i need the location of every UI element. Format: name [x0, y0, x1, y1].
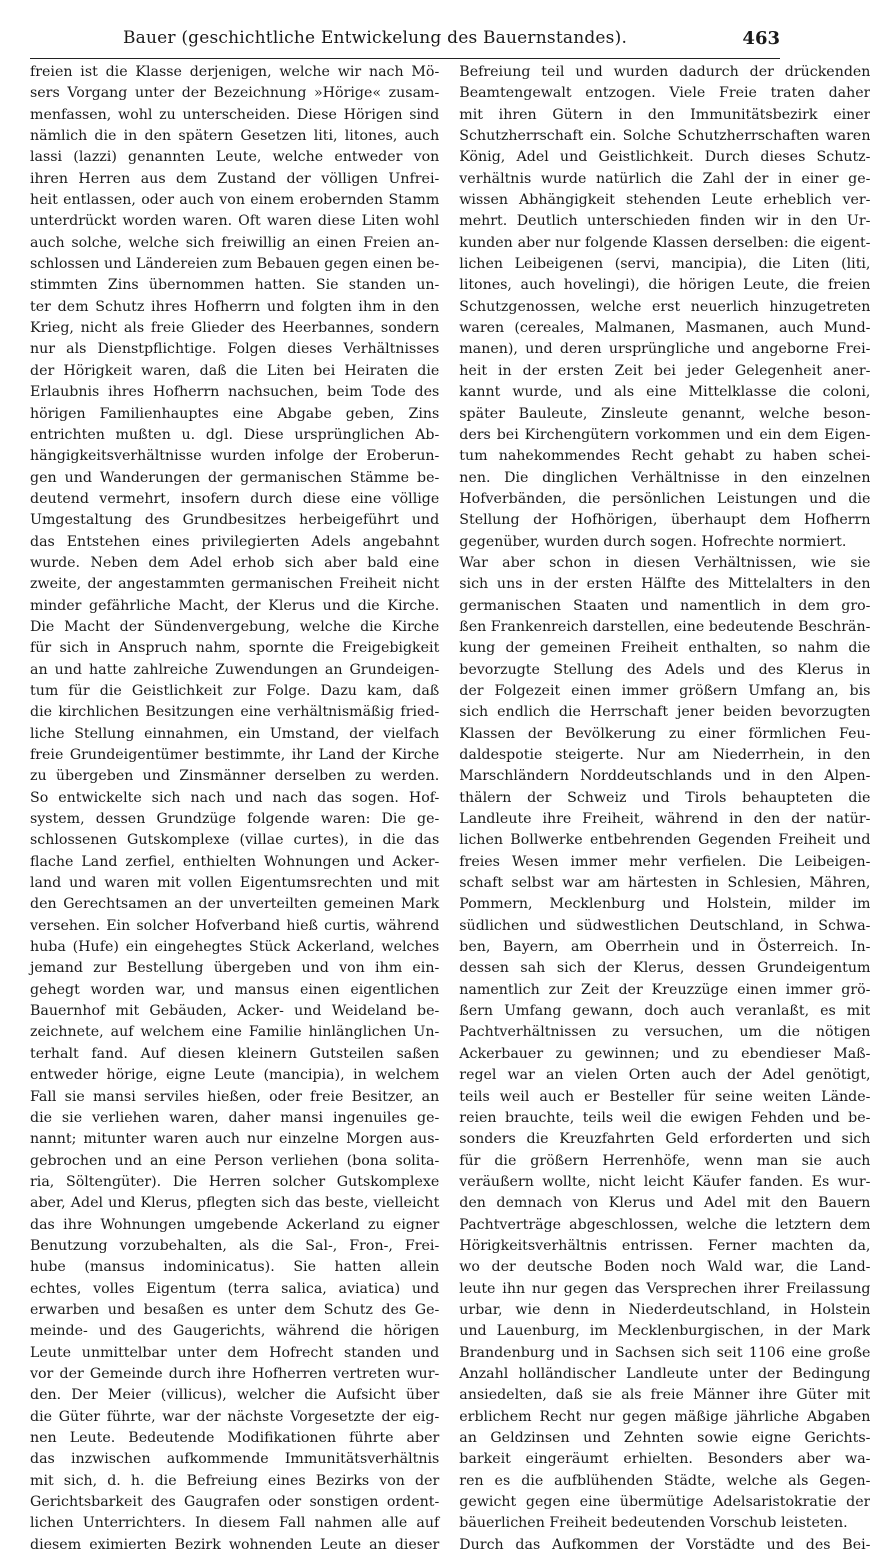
text-line: vor der Gemeinde durch ihre Hofherren vertreten wur- — [30, 1365, 440, 1382]
text-line: nen Leute. Bedeutende Modifikationen führte aber — [30, 1430, 440, 1446]
text-line: daldespotie steigerte. Nur am Niederrhein, in den — [459, 747, 870, 763]
text-line: nur als Dienstpflichtige. Folgen dieses Verhältnisses — [30, 341, 440, 358]
text-line: den. Der Meier (villicus), welcher die Aufsicht über — [30, 1387, 440, 1404]
text-line: wurde. Neben dem Adel erhob sich aber bald eine — [30, 554, 440, 571]
text-line: thälern der Schweiz und Tirols behaupteten die — [459, 789, 870, 806]
text-line: bäuerlichen Freiheit bedeutenden Vorschub leisteten. — [459, 1515, 848, 1532]
text-line: später Bauleute, Zinsleute genannt, welche beson- — [459, 405, 870, 422]
right-column — [459, 62, 870, 1553]
text-line: Bauernhof mit Gebäuden, Acker- und Weideland be- — [30, 1003, 440, 1020]
text-line: König, Adel und Geistlichkeit. Durch dieses Schutz- — [459, 149, 870, 166]
text-line: Schutzgenossen, welche erst neuerlich hinzugetreten — [459, 298, 870, 315]
text-line: meinde- und des Gaugerichts, während die hörigen — [30, 1323, 440, 1340]
text-line: So entwickelte sich nach und nach das sogen. Hof- — [30, 789, 440, 806]
text-line: erblichem Recht nur gegen mäßige jährliche Abgaben — [459, 1408, 870, 1425]
text-line: den demnach von Klerus und Adel mit den Bauern — [459, 1195, 870, 1212]
text-line: mit sich, d. h. die Befreiung eines Bezirks von der — [30, 1472, 440, 1489]
text-line: heit entlassen, oder auch von einem erobernden Stamm — [30, 192, 440, 209]
text-line: zeichnete, auf welchem eine Familie hinlänglichen Un- — [30, 1024, 440, 1041]
text-line: terhalt fand. Auf diesen kleinern Gutsteilen saßen — [30, 1045, 440, 1062]
text-line: das ihre Wohnungen umgebende Ackerland zu eigner — [30, 1216, 440, 1233]
text-line: minder gefährliche Macht, der Klerus und die Kirche. — [30, 597, 440, 614]
text-line: für die größern Herrenhöfe, wenn man sie auch — [459, 1152, 870, 1169]
text-line: kannt wurde, und als eine Mittelklasse die coloni, — [459, 384, 870, 401]
text-line: die kirchlichen Besitzungen eine verhältnismäßig fried- — [30, 704, 440, 721]
text-line: Brandenburg und in Sachsen sich seit 1106 eine große — [459, 1344, 870, 1361]
text-line: Stellung der Hofhörigen, überhaupt dem Hofherrn — [459, 512, 870, 529]
text-line: namentlich zur Zeit der Kreuzzüge einen immer grö- — [459, 981, 870, 998]
text-line: lichen Bollwerke entbehrenden Gegenden Freiheit und — [459, 832, 870, 849]
text-line: huba (Hufe) ein eingehegtes Stück Ackerland, welches — [30, 939, 440, 956]
text-line: liche Stellung einnahmen, ein Umstand, der vielfach — [30, 725, 440, 742]
text-line: ihren Herren aus dem Zustand der völligen Unfrei- — [30, 170, 440, 187]
text-line: freies Wesen immer mehr verfielen. Die Leibeigen- — [459, 853, 870, 870]
text-line: Pachtverhältnissen zu versuchen, um die nötigen — [459, 1024, 870, 1041]
text-line: den Gerechtsamen an der unverteilten gemeinen Mark — [30, 896, 440, 913]
text-line: wo der deutsche Boden noch Wald war, die Land- — [459, 1259, 870, 1276]
text-line: Landleute ihre Freiheit, während in den der natür- — [459, 811, 870, 828]
text-line: aber, Adel und Klerus, pflegten sich das beste, vielleicht — [30, 1195, 440, 1212]
text-line: Anzahl holländischer Landleute unter der Bedingung — [459, 1365, 870, 1382]
text-line: tum nahekommendes Recht gehabt zu haben schei- — [459, 448, 870, 465]
text-line: ansiedelten, daß sie als freie Männer ihre Güter mit — [459, 1387, 870, 1404]
text-line: regel war an vielen Orten auch der Adel genötigt, — [459, 1067, 870, 1084]
text-line: Beamtengewalt entzogen. Viele Freie traten daher — [459, 85, 870, 102]
text-line: die sie verliehen waren, daher mansi ingenuiles ge- — [30, 1109, 440, 1126]
text-line: freie Grundeigentümer bestimmte, ihr Land der Kirche — [30, 747, 440, 763]
text-line: ßern Umfang gewann, doch auch veranlaßt, es mit — [459, 1003, 870, 1020]
text-line: versehen. Ein solcher Hofverband hieß curtis, während — [30, 917, 440, 934]
text-line: nannt; mitunter waren auch nur einzelne Morgen aus- — [30, 1131, 440, 1148]
running-head: Bauer (geschichtliche Entwickelung des Bauernstandes). — [122, 28, 628, 48]
text-line: Hörigkeitsverhältnis entrissen. Ferner machten da, — [459, 1237, 870, 1254]
left-column — [30, 62, 440, 1553]
text-line: tum für die Geistlichkeit zur Folge. Dazu kam, daß — [30, 682, 440, 699]
text-line: gewicht gegen eine übermütige Adelsaristokratie der — [459, 1494, 870, 1511]
text-line: entweder hörige, eigne Leute (mancipia), in welchem — [30, 1067, 440, 1084]
text-line: Schutzherrschaft ein. Solche Schutzherrschaften waren — [459, 128, 870, 145]
text-line: system, dessen Grundzüge folgende waren: Die ge- — [30, 811, 440, 828]
text-line: zu übergeben und Zinsmänner derselben zu werden. — [30, 768, 440, 785]
text-line: jemand zur Bestellung übergeben und von ihm ein- — [30, 960, 440, 977]
text-line: kung der gemeinen Freiheit enthalten, so nahm die — [459, 640, 870, 657]
text-line: an Geldzinsen und Zehnten sowie eigne Gerichts- — [459, 1430, 870, 1446]
text-line: hörigen Familienhauptes eine Abgabe geben, Zins — [30, 405, 440, 422]
text-line: ben, Bayern, am Oberrhein und in Österreich. In- — [459, 939, 870, 956]
text-line: waren (cereales, Malmanen, Masmanen, auch Mund- — [459, 320, 870, 337]
text-line: lichen Leibeigenen (servi, mancipia), die Liten (liti, — [459, 256, 870, 273]
text-line: Leute unmittelbar unter dem Hofrecht standen und — [30, 1344, 440, 1361]
text-line: hube (mansus indominicatus). Sie hatten allein — [30, 1259, 440, 1276]
text-line: wissen Abhängigkeit stehenden Leute erheblich ver- — [459, 192, 870, 209]
text-line: stimmten Zins übernommen hatten. Sie standen un- — [30, 277, 440, 294]
text-line: verhältnis wurde natürlich die Zahl der in einer ge- — [459, 170, 870, 187]
text-line: Befreiung teil und wurden dadurch der drückenden — [459, 64, 870, 80]
text-line: das inzwischen aufkommende Immunitätsverhältnis — [30, 1451, 440, 1468]
text-line: heit in der ersten Zeit bei jeder Gelegenheit aner- — [459, 362, 870, 379]
text-line: flache Land zerfiel, enthielten Wohnungen und Acker- — [30, 853, 440, 870]
text-line: kunden aber nur folgende Klassen derselben: die eigent- — [459, 234, 870, 251]
text-line: Marschländern Norddeutschlands und in den Alpen- — [459, 768, 870, 785]
text-line: nämlich die in den spätern Gesetzen liti, litones, auch — [30, 128, 440, 145]
text-line: hängigkeitsverhältnisse wurden infolge der Eroberun- — [30, 448, 440, 465]
text-line: der Hörigkeit waren, daß die Liten bei Heiraten die — [30, 362, 440, 379]
text-line: schaft selbst war am härtesten in Schlesien, Mähren, — [459, 875, 870, 892]
text-line: mehrt. Deutlich unterschieden finden wir in den Ur- — [459, 213, 870, 230]
text-line: Klassen der Bevölkerung zu einer förmlichen Feu- — [459, 725, 870, 742]
text-line: Hofverbänden, die persönlichen Leistungen und die — [459, 490, 870, 507]
page-number: 463 — [742, 28, 780, 49]
text-line: urbar, wie denn in Niederdeutschland, in Holstein — [459, 1301, 870, 1318]
text-line: entrichten mußten u. dgl. Diese ursprünglichen Ab- — [30, 426, 440, 443]
text-line: freien ist die Klasse derjenigen, welche wir nach Mö- — [30, 64, 440, 80]
text-line: sonders die Kreuzfahrten Geld erforderten und sich — [459, 1131, 870, 1148]
text-line: barkeit eingeräumt erhielten. Besonders aber wa- — [459, 1451, 870, 1468]
text-line: echtes, volles Eigentum (terra salica, aviatica) und — [30, 1280, 440, 1297]
text-line: germanischen Staaten und namentlich in dem gro- — [459, 597, 870, 614]
text-line: die Güter führte, war der nächste Vorgesetzte der eig- — [30, 1408, 440, 1425]
text-line: lichen Unterrichters. In diesem Fall nahmen alle auf — [30, 1515, 440, 1532]
text-line: gebrochen und an eine Person verliehen (bona solita- — [30, 1152, 440, 1169]
text-line: leute ihn nur gegen das Versprechen ihrer Freilassung — [459, 1280, 870, 1297]
text-line: und Lauenburg, im Mecklenburgischen, in der Mark — [459, 1323, 870, 1340]
text-line: für sich in Anspruch nahm, spornte die Freigebigkeit — [30, 640, 440, 657]
text-line: an und hatte zahlreiche Zuwendungen an Grundeigen- — [30, 661, 440, 678]
text-line: sers Vorgang unter der Bezeichnung »Hörige« zusam- — [30, 85, 440, 102]
text-line: diesem eximierten Bezirk wohnenden Leute an dieser — [30, 1536, 440, 1553]
text-line: menfassen, wohl zu unterscheiden. Diese Hörigen sind — [30, 106, 440, 123]
text-line: schlossen und Ländereien zum Bebauen gegen einen be- — [30, 256, 440, 273]
text-line: manen), und deren ursprüngliche und angeborne Frei- — [459, 341, 870, 358]
text-line: veräußern wollte, nicht leicht Käufer fanden. Es wur- — [459, 1173, 870, 1190]
text-line: der Folgezeit einen immer größern Umfang an, bis — [459, 682, 870, 699]
text-line: das Entstehen eines privilegierten Adels angebahnt — [30, 533, 440, 550]
text-line: ren es die aufblühenden Städte, welche als Gegen- — [459, 1472, 870, 1489]
text-line: gegenüber, wurden durch sogen. Hofrechte normiert. — [459, 533, 847, 550]
text-columns — [30, 62, 870, 1553]
text-line: litones, auch hovelingi), die hörigen Leute, die freien — [459, 277, 870, 294]
text-line: Durch das Aufkommen der Vorstädte und des Bei- — [459, 1536, 870, 1553]
text-line: schlossenen Gutskomplexe (villae curtes), in die das — [30, 832, 440, 849]
text-line: nen. Die dinglichen Verhältnisse in den einzelnen — [459, 469, 870, 486]
text-line: Ackerbauer zu gewinnen; und zu ebendieser Maß- — [459, 1045, 870, 1062]
text-line: sich endlich die Herrschaft jener beiden bevorzugten — [459, 704, 870, 721]
text-line: sich uns in der ersten Hälfte des Mittelalters in den — [459, 576, 870, 593]
text-line: mit ihren Gütern in den Immunitätsbezirk einer — [459, 106, 870, 123]
text-line: Fall sie mansi serviles hießen, oder freie Besitzer, an — [30, 1088, 440, 1105]
page-header — [30, 28, 780, 59]
text-line: deutend vermehrt, insofern durch diese eine völlige — [30, 490, 440, 507]
text-line: auch solche, welche sich freiwillig an einen Freien an- — [30, 234, 440, 251]
text-line: Pommern, Mecklenburg und Holstein, milder im — [459, 896, 870, 913]
text-line: ders bei Kirchengütern vorkommen und ein dem Eigen- — [459, 426, 870, 443]
text-line: Benutzung vorzubehalten, als die Sal-, Fron-, Frei- — [30, 1237, 440, 1254]
text-line: zweite, der angestammten germanischen Freiheit nicht — [30, 576, 440, 593]
text-line: Gerichtsbarkeit des Gaugrafen oder sonstigen ordent- — [30, 1494, 440, 1511]
text-line: Die Macht der Sündenvergebung, welche die Kirche — [30, 618, 440, 635]
text-line: teils weil auch er Besteller für seine weiten Lände- — [459, 1088, 870, 1105]
text-line: gen und Wanderungen der germanischen Stämme be- — [30, 469, 440, 486]
text-line: unterdrückt worden waren. Oft waren diese Liten wohl — [30, 213, 440, 230]
text-line: Umgestaltung des Grundbesitzes herbeigeführt und — [30, 512, 440, 529]
text-line: ßen Frankenreich darstellen, eine bedeutende Beschrän- — [459, 618, 870, 635]
text-line: Pachtverträge abgeschlossen, welche die letztern dem — [459, 1216, 870, 1233]
text-line: südlichen und südwestlichen Deutschland, in Schwa- — [459, 917, 870, 934]
text-line: dessen sah sich der Klerus, dessen Grundeigentum — [459, 960, 870, 977]
text-line: land und waren mit vollen Eigentumsrechten und mit — [30, 875, 440, 892]
text-line: ria, Söltengüter). Die Herren solcher Gutskomplexe — [30, 1173, 440, 1190]
text-line: gehegt worden war, und mansus einen eigentlichen — [30, 981, 440, 998]
text-line: ter dem Schutz ihres Hofherrn und folgten ihm in den — [30, 298, 440, 315]
text-line: Erlaubnis ihres Hofherrn nachsuchen, beim Tode des — [30, 384, 440, 401]
text-line: Krieg, nicht als freie Glieder des Heerbannes, sondern — [30, 320, 440, 337]
text-line: bevorzugte Stellung des Adels und des Klerus in — [459, 661, 870, 678]
text-line: reien brauchte, teils weil die ewigen Fehden und be- — [459, 1109, 870, 1126]
text-line: lassi (lazzi) genannten Leute, welche entweder von — [30, 149, 440, 166]
text-line: erwarben und besaßen es unter dem Schutz des Ge- — [30, 1301, 440, 1318]
text-line: War aber schon in diesen Verhältnissen, wie sie — [459, 554, 870, 571]
